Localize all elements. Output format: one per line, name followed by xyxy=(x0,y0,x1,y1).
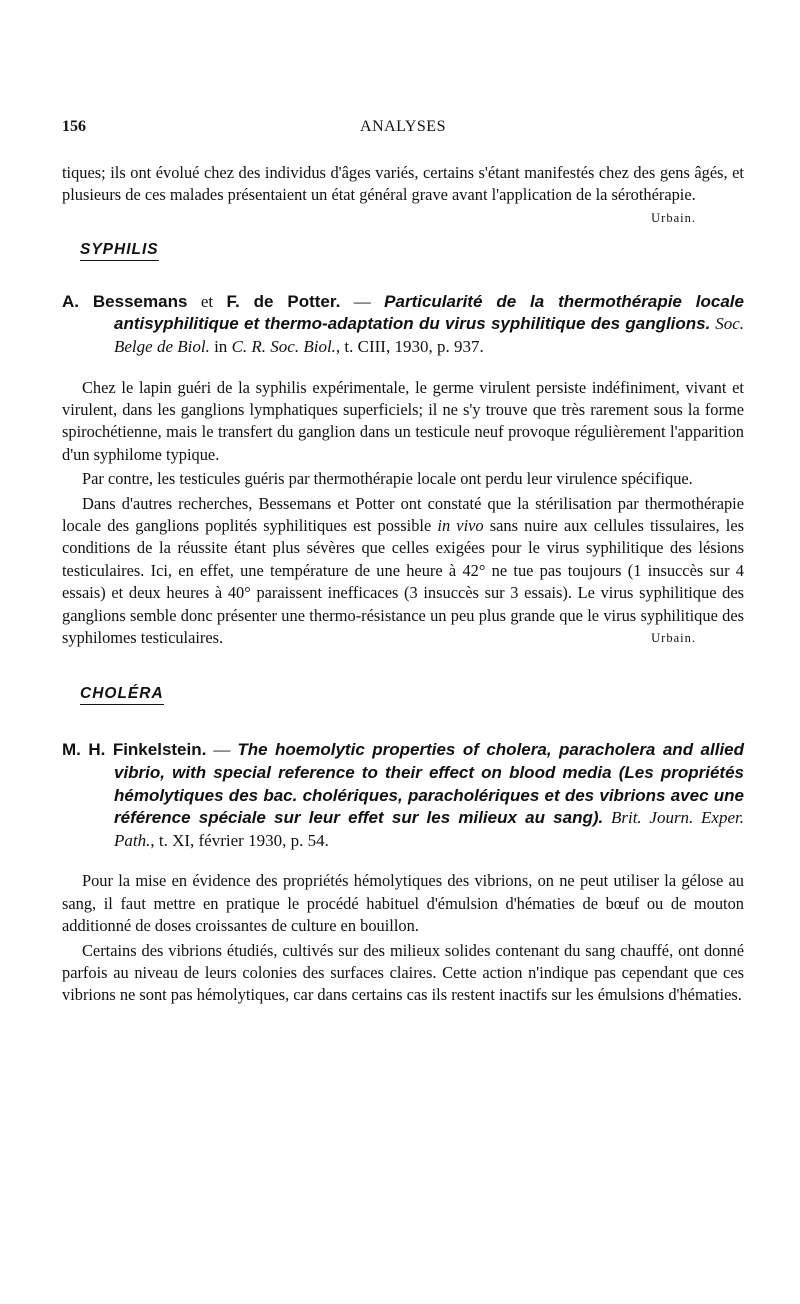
syphilis-author-join: et xyxy=(187,291,227,311)
syphilis-dash: — xyxy=(340,291,385,311)
cholera-dash: — xyxy=(206,740,238,760)
intro-signature: Urbain. xyxy=(651,210,696,225)
syphilis-reference xyxy=(62,291,744,359)
syphilis-title: Particularité de la thermothérapie locale antisyphilitique et thermo-adaptation du virus syphilitique des ganglions. xyxy=(114,291,744,334)
page xyxy=(62,118,744,1007)
intro-paragraph xyxy=(62,162,744,225)
syphilis-source: Soc. Belge de Biol. xyxy=(114,314,744,356)
cholera-journal: Brit. Journ. Exper. Path. xyxy=(114,808,744,850)
syphilis-paragraph-2: Par contre, les testicules guéris par thermothérapie locale ont perdu leur virulence spécifique. xyxy=(82,469,693,489)
section-heading-cholera: CHOLÉRA xyxy=(80,685,164,705)
cholera-details: , t. XI, février 1930, p. 54. xyxy=(150,830,329,850)
syphilis-details: , t. CIII, 1930, p. 937. xyxy=(335,337,484,356)
cholera-paragraph-2: Certains des vibrions étudiés, cultivés sur des milieux solides contenant du sang chauffé, ont donné parfois au niveau de leurs colonies des surfaces claires. Cette action n'indique pas cependant que ces vibrions ne sont pas hémolytiques, car dans certains cas ils restent inactifs sur les émulsions d'hématies. xyxy=(62,940,744,1005)
syphilis-p3-in-vivo: in vivo xyxy=(437,516,484,536)
syphilis-paragraph-1: Chez le lapin guéri de la syphilis expérimentale, le germe virulent persiste indéfiniment, vivant et virulent, dans les ganglions lymphatiques superficiels; il ne s'y trouve que très rarement sous la forme spirochétienne, mais le transfert du ganglion dans un testicule neuf provoque régulièrement l'apparition d'un syphilome typique. xyxy=(62,377,744,464)
syphilis-author-1: A. Bessemans xyxy=(62,291,188,311)
intro-text: tiques; ils ont évolué chez des individus d'âges variés, certains s'étant manifestés chez des gens âgés, et plusieurs de ces malades présentaient un état général grave avant l'application de la sérothérapie. xyxy=(62,163,744,205)
page-header xyxy=(62,118,744,144)
running-head: ANALYSES xyxy=(360,118,446,135)
syphilis-signature: Urbain. xyxy=(651,631,696,646)
cholera-author: M. H. Finkelstein. xyxy=(62,740,207,760)
section-heading-syphilis: SYPHILIS xyxy=(80,241,159,261)
page-number: 156 xyxy=(62,118,86,135)
syphilis-paragraph-3 xyxy=(62,493,744,650)
syphilis-p3-text-b: sans nuire aux cellules tissulaires, les conditions de la réussite étant plus sévères que celles exigées pour le virus syphilitique des lésions testiculaires. Ici, en effet, une température de une heure à 42° ne tue pas toujours (1 insuccès sur 4 essais) et deux heures à 40° paraissent inefficaces (3 insuccès sur 3 essais). Le virus syphilitique des ganglions semble donc présenter une thermo-résistance un peu plus grande que le virus syphilitique des syphilomes testiculaires. xyxy=(62,516,744,648)
cholera-title: The hoemolytic properties of cholera, paracholera and allied vibrio, with special reference to their effect on blood media (Les propriétés hémolytiques des bac. cholériques, paracholériques et des vibrions avec une référence spéciale sur leur effet sur les milieux au sang). xyxy=(114,740,745,828)
syphilis-journal: C. R. Soc. Biol. xyxy=(231,337,336,356)
cholera-paragraph-1: Pour la mise en évidence des propriétés hémolytiques des vibrions, on ne peut utiliser la gélose au sang, il faut mettre en pratique le procédé habituel d'émulsion d'hématies de bœuf ou de mouton additionné de doses croissantes de culture en bouillon. xyxy=(62,871,744,936)
syphilis-author-2: F. de Potter. xyxy=(226,291,341,311)
syphilis-in: in xyxy=(209,337,232,356)
syphilis-p3-text-a: Dans d'autres recherches, Bessemans et Potter ont constaté que la stérilisation par thermothérapie locale des ganglions poplités syphilitiques est possible xyxy=(62,493,744,536)
cholera-reference xyxy=(62,739,744,852)
